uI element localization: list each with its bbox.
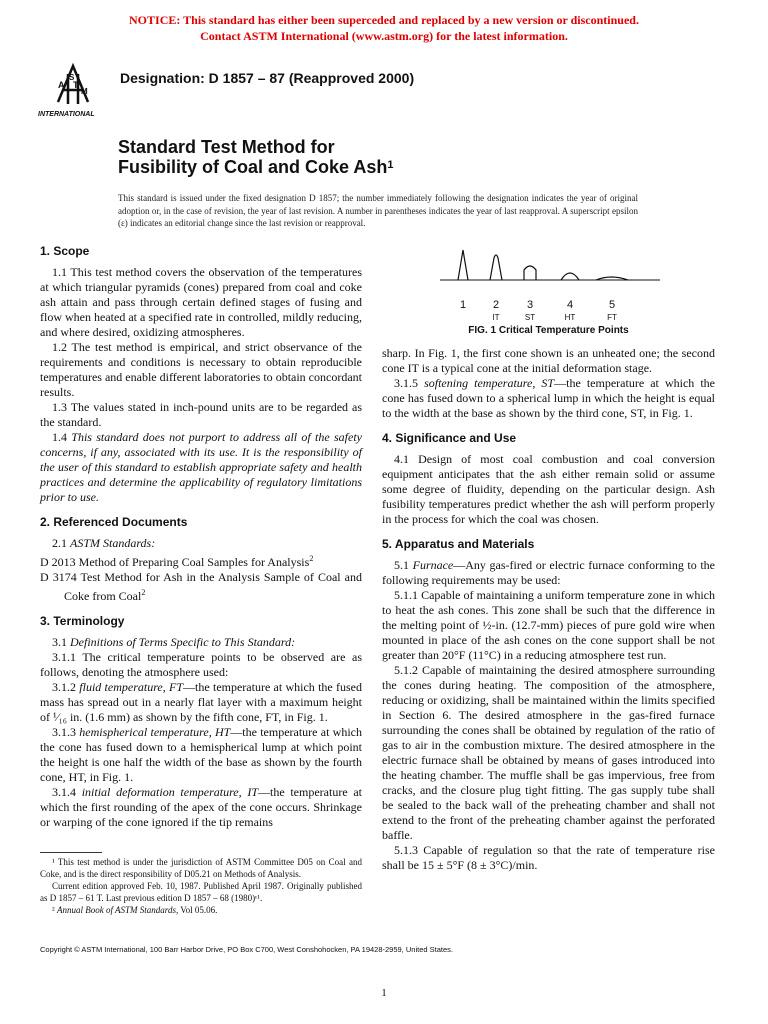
- astm-logo-icon: [36, 60, 110, 118]
- notice-banner: [0, 12, 768, 44]
- fig-code-ft: FT: [607, 313, 617, 322]
- paragraph-1-2: 1.2 The test method is empirical, and strict observance of the requirements and conditions is necessary to obtain reproducible temperatures and enable different laboratories to obtain concordant results.: [40, 340, 362, 399]
- left-column: [40, 244, 362, 830]
- footnote-rule: [40, 852, 102, 853]
- section-heading-scope: 1. Scope: [40, 244, 90, 258]
- notice-line-2: Contact ASTM International (www.astm.org) for the latest information.: [200, 29, 568, 43]
- svg-text:M: M: [81, 87, 88, 96]
- cone-3-shape: [524, 266, 536, 280]
- paragraph-5-1-1: 5.1.1 Capable of maintaining a uniform temperature zone in which to heat the ash cones. This zone shall be such that the difference in the melting point of ½-in. (12.7-mm) pieces of pure gold wire when mounted in place of the ash cones on the cone support shall be not greater than 20°F (11°C) in a reducing atmosphere test run.: [382, 588, 715, 662]
- fig-number-4: 4: [566, 299, 574, 311]
- paragraph-5-1: 5.1 Furnace—Any gas-fired or electric furnace conforming to the following requirements may be used:: [382, 558, 716, 587]
- paragraph-4-1: 4.1 Design of most coal combustion and coal conversion equipment anticipates that the ash either remain solid or assume some degree of fluidity, depending on the particular design. Ash fusibility temperatures predict whether the ash will perform properly in the process for which the coal was chosen.: [382, 452, 715, 526]
- reference-d2013: D 2013 Method of Preparing Coal Samples for Analysis$^2$: [40, 554, 314, 569]
- svg-text:T: T: [73, 80, 79, 90]
- cone-4-shape: [561, 273, 579, 280]
- fig-code-it: IT: [492, 313, 500, 322]
- paragraph-3-1-3: 3.1.3 hemispherical temperature, HT—the temperature at which the cone has fused down to a hemispherical lump at which point the height is one half the width of the base as shown by the fourth cone, HT, in Fig. 1.: [40, 725, 362, 784]
- paragraph-3-1: 3.1 Definitions of Terms Specific to This Standard:: [52, 635, 296, 649]
- section-heading-references: 2. Referenced Documents: [40, 515, 188, 529]
- fig-number-1: 1: [459, 299, 467, 311]
- paragraph-1-1: 1.1 This test method covers the observation of the temperatures at which triangular pyramids (cones) prepared from coal and coke ash attain and pass through certain defined stages of fusing and flow when heated at a specified rate in controlled, mildly reducing, and where desired, oxidizing atmospheres.: [40, 265, 362, 339]
- footnote-2: ² Annual Book of ASTM Standards, Vol 05.06.: [52, 905, 218, 915]
- section-heading-significance: 4. Significance and Use: [382, 431, 517, 445]
- cone-2-shape: [490, 255, 502, 280]
- fig-code-st: ST: [524, 313, 536, 322]
- reference-d3174: D 3174 Test Method for Ash in the Analysis Sample of Coal and Coke from Coal$^2$: [40, 570, 362, 603]
- paragraph-2-1: 2.1 ASTM Standards:: [52, 536, 156, 550]
- fig-code-ht: HT: [564, 313, 576, 322]
- svg-text:S: S: [69, 73, 75, 82]
- issuance-note: This standard is issued under the fixed designation D 1857; the number immediately following the designation indicates the year of original adoption or, in the case of revision, the year of last revision. A number in parentheses indicates the year of last reapproval. A superscript epsilon (ε) indicates an editorial change since the last revision or reapproval.: [118, 193, 638, 228]
- fig-number-5: 5: [608, 299, 616, 311]
- paragraph-3-1-2: 3.1.2 fluid temperature, FT—the temperature at which the fused mass has spread out in a nearly flat layer with a maximum height of ¹⁄₁₆ in. (1.6 mm) as shown by the fifth cone, FT, in Fig. 1.: [40, 680, 363, 724]
- copyright: Copyright © ASTM International, 100 Barr Harbor Drive, PO Box C700, West Conshohocken, PA 19428-2959, United States.: [40, 945, 453, 954]
- footnotes: [40, 856, 362, 916]
- page-number: 1: [381, 987, 387, 999]
- paragraph-1-3: 1.3 The values stated in inch-pound units are to be regarded as the standard.: [40, 400, 362, 429]
- section-heading-apparatus: 5. Apparatus and Materials: [382, 537, 535, 551]
- paragraph-continued: sharp. In Fig. 1, the first cone shown is an unheated one; the second cone IT is a typical cone at the initial deformation stage.: [382, 346, 715, 375]
- footnote-1: ¹ This test method is under the jurisdiction of ASTM Committee D05 on Coal and Coke, and is the direct responsibility of D05.21 on Methods of Analysis.: [40, 857, 362, 879]
- title-line-1: Standard Test Method for: [118, 137, 335, 157]
- paragraph-5-1-2: 5.1.2 Capable of maintaining the desired atmosphere surrounding the cones during heating. The composition of the atmosphere, reducing or oxidizing, shall be maintained within the limits specified in Section 6. The desired atmosphere in the gas-fired furnace surrounding the cones shall be obtained by regulation of the ratio of gas to air in the combustion mixture. The desired atmosphere in the electric furnace shall be obtained by means of gases introduced into the heating chamber. The muffle shall be gas impervious, free from cracks, and the closure plug tight fitting. The gas supply tube shall be sealed to the back wall of the preheating chamber and shall not extend to the front of the preheating chamber against the perforated baffle.: [382, 663, 715, 842]
- fig-number-3: 3: [526, 299, 534, 311]
- svg-text:A: A: [58, 80, 65, 90]
- notice-line-1: NOTICE: This standard has either been superceded and replaced by a new version or discontinued.: [129, 13, 639, 27]
- paragraph-3-1-5: 3.1.5 softening temperature, ST—the temperature at which the cone has fused down to a spherical lump in which the height is equal to the width at the base as shown by the third cone, ST, in Fig. 1.: [382, 376, 716, 420]
- right-column: [382, 346, 715, 873]
- footnote-1-edition: Current edition approved Feb. 10, 1987. Published April 1987. Originally published as D 1857 – 61 T. Last previous edition D 1857 – 68 (1980)ᵋ¹.: [40, 881, 362, 903]
- section-heading-terminology: 3. Terminology: [40, 614, 125, 628]
- paragraph-3-1-1: 3.1.1 The critical temperature points to be observed are as follows, denoting the atmosphere used:: [40, 650, 362, 679]
- fig-number-2: 2: [492, 299, 500, 311]
- designation: Designation: D 1857 – 87 (Reapproved 2000): [120, 70, 415, 86]
- cone-1-shape: [458, 250, 468, 280]
- logo-text: INTERNATIONAL: [38, 111, 95, 118]
- paragraph-1-4: 1.4 This standard does not purport to address all of the safety concerns, if any, associated with its use. It is the responsibility of the user of this standard to establish appropriate safety and health practices and determine the applicability of regulatory limitations prior to use.: [40, 430, 362, 504]
- paragraph-5-1-3: 5.1.3 Capable of regulation so that the rate of temperature rise shall be 15 ± 5°F (8 ± 3°C)/min.: [382, 843, 715, 872]
- title-line-2: Fusibility of Coal and Coke Ash$^1$: [118, 157, 394, 177]
- figure-caption: FIG. 1 Critical Temperature Points: [468, 325, 629, 336]
- document-title: [118, 137, 393, 177]
- paragraph-3-1-4: 3.1.4 initial deformation temperature, IT—the temperature at which the first rounding of the apex of the cone occurs. Shrinkage or warping of the cone ignored if the tip remains: [40, 785, 363, 829]
